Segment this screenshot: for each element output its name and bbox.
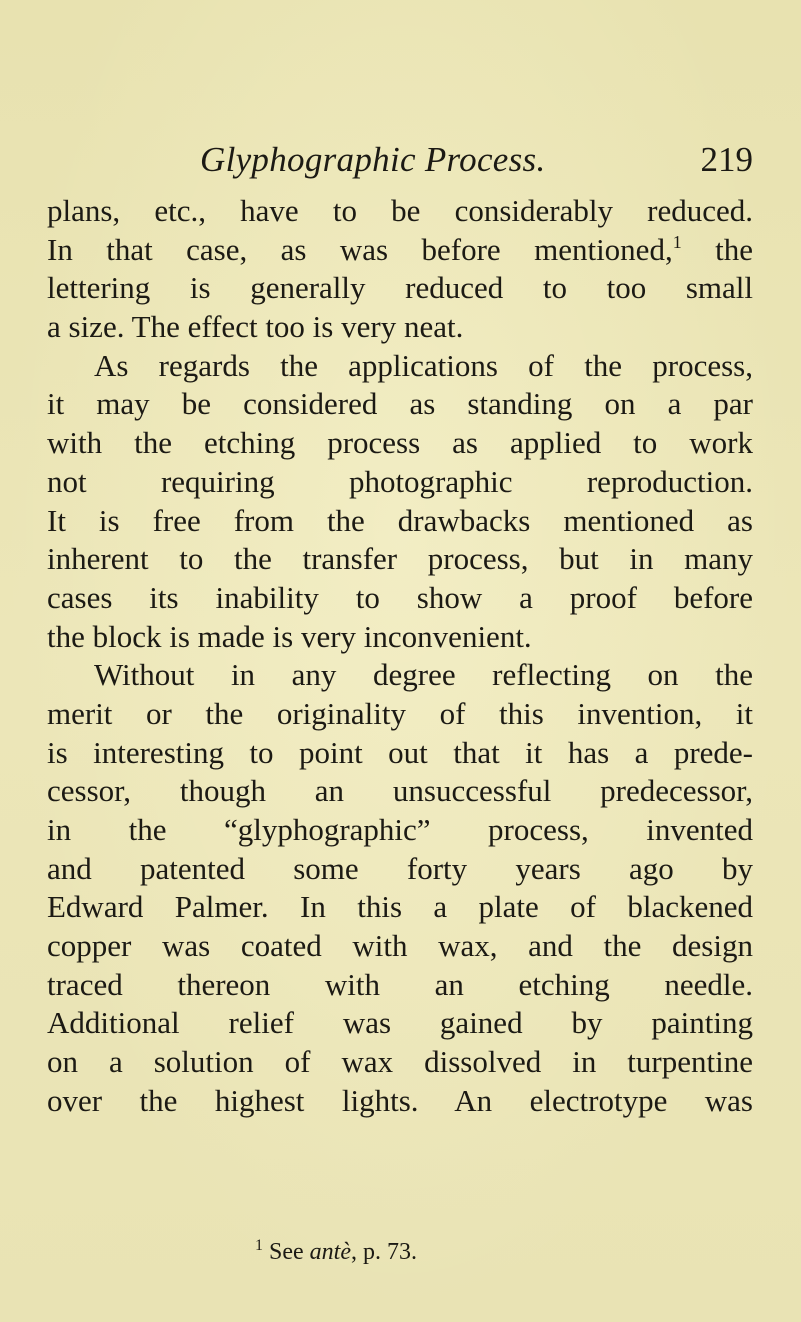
page-header — [200, 135, 753, 185]
text-line: cessor, though an unsuccessful predecessor, — [47, 773, 753, 809]
footnote-reference: 1 — [672, 231, 682, 252]
text-line: not requiring photographic reproduction. — [47, 463, 753, 499]
text-line: merit or the originality of this invention, it — [47, 695, 753, 731]
text-line: lettering is generally reduced to too small — [47, 270, 753, 306]
text-line: It is free from the drawbacks mentioned as — [47, 502, 753, 538]
footnote-italic: antè — [309, 1239, 351, 1265]
text-line: on a solution of wax dissolved in turpentine — [47, 1044, 753, 1080]
text-line: Without in any degree reflecting on the — [94, 657, 753, 693]
text-line: is interesting to point out that it has a prede- — [47, 734, 753, 770]
text-line: Additional relief was gained by painting — [47, 1005, 753, 1041]
body-text — [47, 192, 753, 1121]
text-line: over the highest lights. An electrotype was — [47, 1082, 753, 1118]
text-line — [47, 231, 753, 270]
footnote — [255, 1236, 417, 1268]
text-line: and patented some forty years ago by — [47, 850, 753, 886]
text-line: a size. The effect too is very neat. — [47, 309, 464, 345]
text-fragment: the — [681, 231, 753, 267]
footnote-suffix: , p. 73. — [350, 1239, 417, 1265]
text-line: inherent to the transfer process, but in many — [47, 541, 753, 577]
page-number: 219 — [700, 140, 753, 179]
text-line: the block is made is very inconvenient. — [47, 618, 532, 654]
text-line: traced thereon with an etching needle. — [47, 966, 753, 1002]
text-line: it may be considered as standing on a par — [47, 386, 753, 422]
text-line: with the etching process as applied to work — [47, 425, 753, 461]
text-line: cases its inability to show a proof before — [47, 579, 753, 615]
footnote-prefix: See — [263, 1239, 310, 1265]
text-line: in the “glyphographic” process, invented — [47, 812, 753, 847]
text-fragment: In that case, as was before mentioned, — [47, 231, 673, 267]
footnote-marker: 1 — [255, 1237, 263, 1254]
running-title: Glyphographic Process. — [200, 140, 546, 179]
text-line: As regards the applications of the process, — [94, 347, 753, 383]
text-line: copper was coated with wax, and the design — [47, 928, 753, 964]
text-line: plans, etc., have to be considerably reduced. — [47, 193, 753, 228]
text-line: Edward Palmer. In this a plate of blackened — [47, 889, 753, 925]
